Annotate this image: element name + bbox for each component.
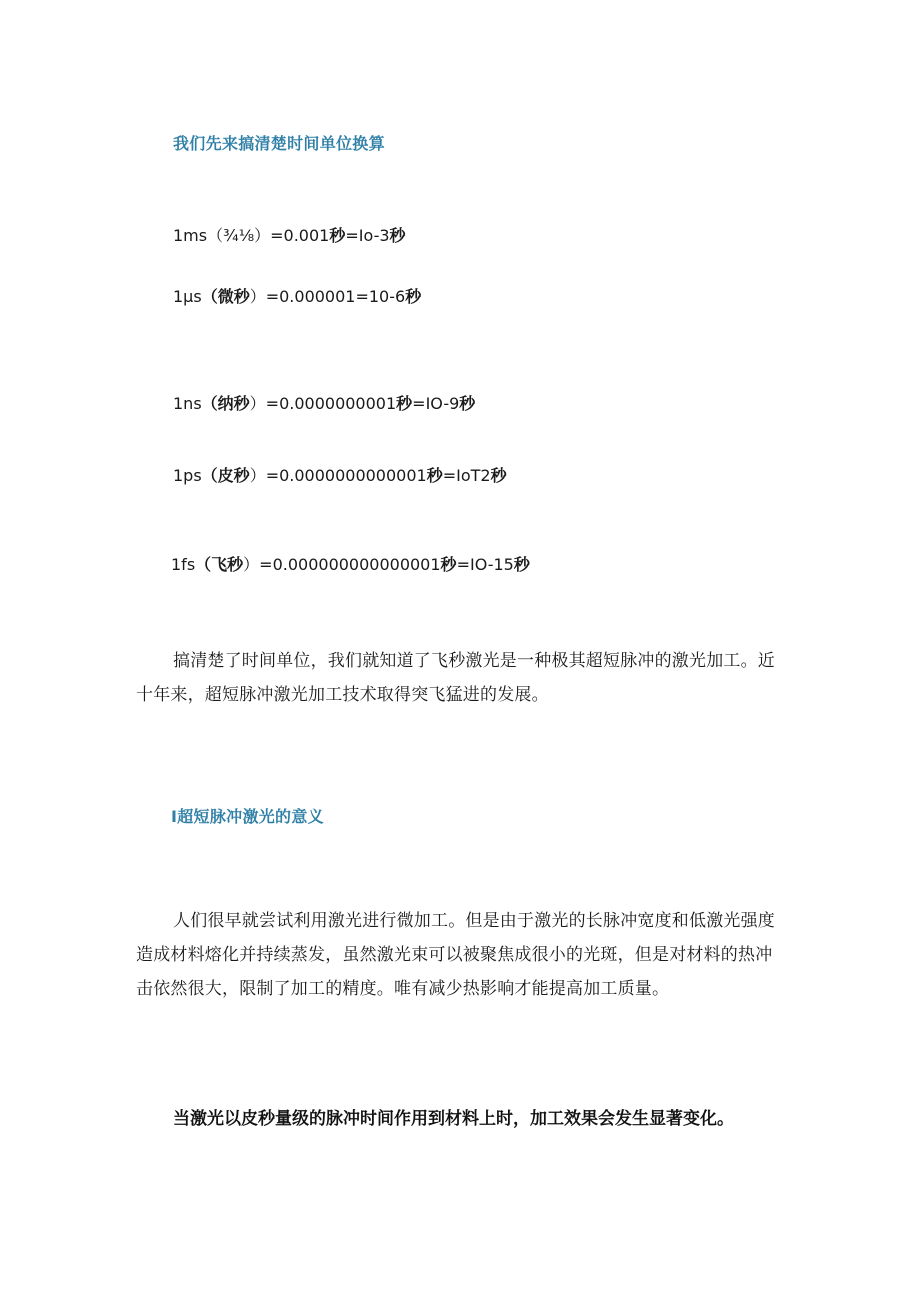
unit-scientific: =IO-9 (412, 394, 460, 413)
emphasis-statement: 当激光以皮秒量级的脉冲时间作用到材料上时，加工效果会发生显著变化。 (173, 1109, 734, 1129)
unit-line-us (173, 284, 421, 307)
unit-line-ps (173, 463, 507, 486)
unit-line-ms (173, 223, 406, 246)
unit-name: ¾⅛ (223, 226, 255, 245)
unit-prefix: 1ms（ (173, 226, 224, 245)
unit-second: 秒 (426, 466, 443, 485)
section-heading-significance: I超短脉冲激光的意义 (171, 807, 324, 826)
unit-prefix: 1fs (171, 555, 196, 574)
unit-scientific: =Io-3 (345, 226, 390, 245)
unit-second: 秒 (405, 287, 422, 306)
paragraph-micro-machining: 人们很早就尝试利用激光进行微加工。但是由于激光的长脉冲宽度和低激光强度造成材料熔化并持续蒸发，虽然激光束可以被聚焦成很小的光斑，但是对材料的热冲击依然很大，限制了加工的精度。唯有减少热影响才能提高加工质量。 (136, 911, 775, 999)
unit-value: ）=0.0000000001 (249, 394, 397, 413)
unit-value: ）=0.0000000000001 (249, 466, 427, 485)
unit-name: （飞秒 (195, 555, 244, 574)
unit-prefix: 1ps (173, 466, 202, 485)
unit-second: 秒 (329, 226, 346, 245)
unit-second: 秒 (440, 555, 457, 574)
paragraph-time-units-summary: 搞清楚了时间单位，我们就知道了飞秒激光是一种极其超短脉冲的激光加工。近十年来，超短脉冲激光加工技术取得突飞猛进的发展。 (136, 651, 775, 705)
unit-prefix: 1ns (173, 394, 202, 413)
unit-prefix: 1μs (173, 287, 202, 306)
unit-scientific: =IO-15 (456, 555, 514, 574)
unit-name: （纳秒 (201, 394, 250, 413)
unit-value: ）=0.000000000000001 (243, 555, 441, 574)
unit-second: 秒 (396, 394, 413, 413)
unit-second: 秒 (389, 226, 406, 245)
unit-second: 秒 (490, 466, 507, 485)
unit-line-ns (173, 391, 475, 414)
unit-value: ）=0.000001=10-6 (249, 287, 406, 306)
unit-line-fs (171, 552, 530, 575)
section-heading-time-units: 我们先来搞清楚时间单位换算 (173, 134, 385, 153)
unit-name: （皮秒 (201, 466, 250, 485)
unit-scientific: =IoT2 (442, 466, 491, 485)
unit-value: ）=0.001 (254, 226, 330, 245)
unit-second: 秒 (513, 555, 530, 574)
unit-name: （微秒 (201, 287, 250, 306)
unit-second: 秒 (459, 394, 476, 413)
